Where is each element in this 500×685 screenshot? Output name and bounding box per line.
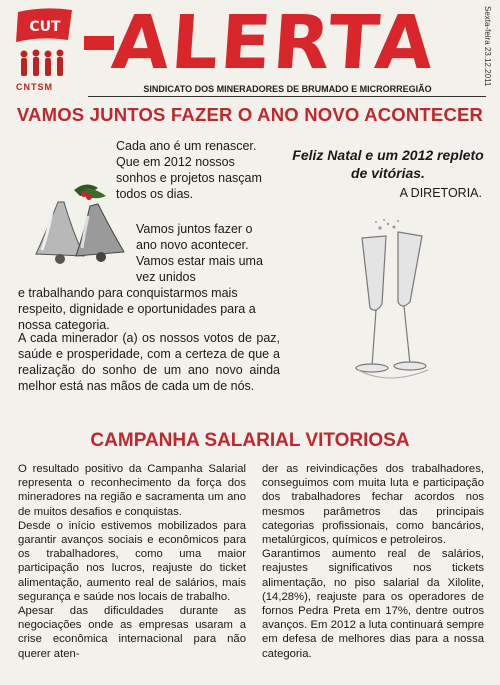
champagne-toast-icon bbox=[318, 218, 458, 388]
article2-right-paragraph-2: Garantimos aumento real de salários, reajustes significativos nos tickets alimentação, no piso salarial da Xilolite, (14,28%), reajuste para os operadores de fornos Pedra Preta em 17%, dentre outros avanços. Em 2012 a luta continuará sempre em defesa de melhores dias para a nossa categoria. bbox=[262, 548, 484, 660]
issue-day: Sexta-feira bbox=[483, 6, 492, 45]
workers-silhouette-icon bbox=[16, 48, 72, 78]
article2-left-column bbox=[18, 462, 246, 661]
article1-paragraph-1: Cada ano é um renascer. Que em 2012 nossos sonhos e projetos nasçam todos os dias. bbox=[116, 139, 262, 201]
cut-flag-icon bbox=[14, 6, 76, 44]
masthead-divider bbox=[88, 96, 486, 97]
cut-label: CUT bbox=[29, 19, 61, 35]
article2-right-paragraph-1: der as reivindicações dos trabalhadores, conseguimos com muita luta e participação dos trabalhadores fechar acordos nos mesmos parâmetros das principais categorias profissionais, como bancários, metalúrgicos, químicos e petroleiros. bbox=[262, 463, 484, 547]
masthead bbox=[0, 0, 500, 100]
article1-paragraph-3: e trabalhando para conquistarmos mais respeito, dignidade e oportunidades para a nossa categoria. bbox=[18, 286, 256, 332]
newsletter-logo: ALERTA bbox=[108, 0, 438, 86]
issue-date bbox=[482, 6, 492, 86]
article2-left-paragraph-3: Apesar das dificuldades durante as negociações onde as empresas usaram a crise econômica internacional para não querer aten- bbox=[18, 605, 246, 660]
article1-headline: VAMOS JUNTOS FAZER O ANO NOVO ACONTECER bbox=[16, 104, 484, 125]
logo-dash bbox=[84, 36, 114, 50]
article2-left-paragraph-1: O resultado positivo da Campanha Salarial representa o reconhecimento da força dos mineradores na região e sacramenta um ano de muitos desafios e conquistas. bbox=[18, 463, 246, 518]
article1-signature: A DIRETORIA. bbox=[399, 186, 482, 200]
org-short-name: CNTSM bbox=[16, 82, 53, 92]
christmas-greeting: Feliz Natal e um 2012 repleto de vitórias. bbox=[292, 147, 484, 181]
article2-right-column bbox=[262, 462, 484, 661]
article2-headline: CAMPANHA SALARIAL VITORIOSA bbox=[90, 430, 410, 451]
article1-paragraph-4: A cada minerador (a) os nossos votos de paz, saúde e prosperidade, com a certeza de que a realização do sonho de um ano novo ainda melhor está nas mãos de cada um de nós. bbox=[18, 331, 280, 393]
article1-paragraph-2: Vamos juntos fazer o ano novo acontecer. Vamos estar mais uma vez unidos bbox=[136, 222, 263, 284]
article2-left-paragraph-2: Desde o início estivemos mobilizados para garantir avanços sociais e econômicos para os trabalhadores, como uma maior participação nos lucros, reajuste do ticket alimentação, aumento real de salários, mais segurança e saúde nos locais de trabalho. bbox=[18, 519, 246, 603]
issue-date-value: 23.12.2011 bbox=[483, 46, 492, 87]
masthead-subtitle: SINDICATO DOS MINERADORES DE BRUMADO E MICRORREGIÃO bbox=[143, 84, 432, 94]
